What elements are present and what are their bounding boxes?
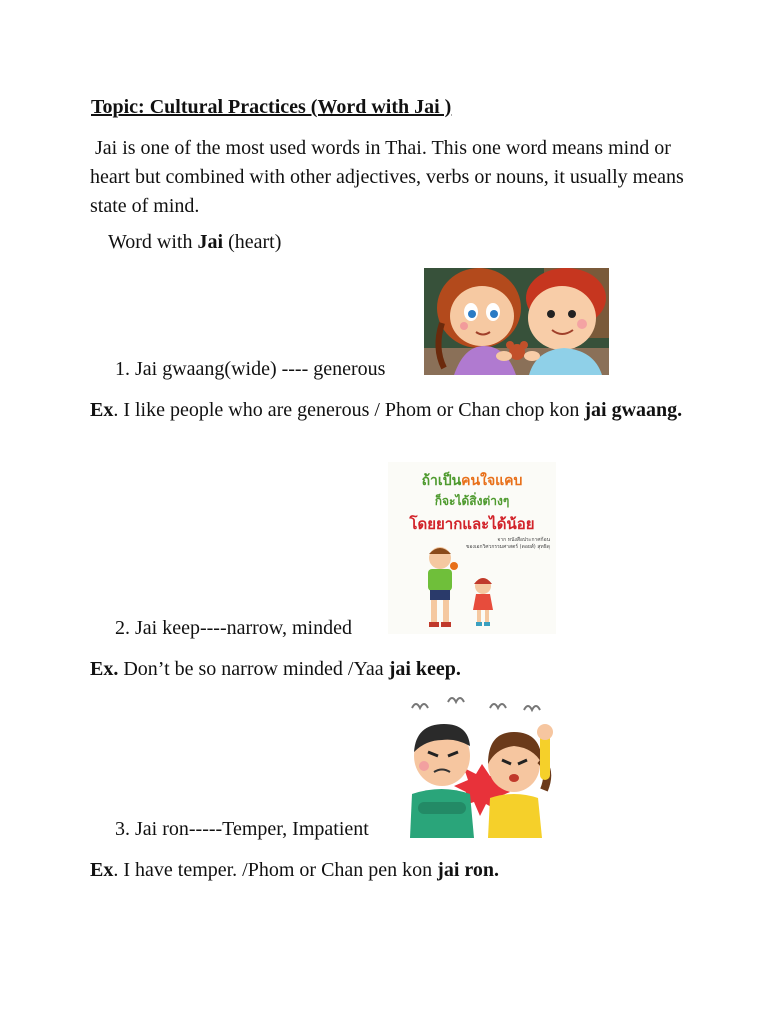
ex-3-lead: Ex	[90, 859, 114, 881]
angry-kids-graphic	[402, 694, 560, 838]
ex-1-lead: Ex	[90, 399, 114, 421]
ex-1-bold: jai gwaang.	[584, 399, 683, 421]
heading-suffix: (heart)	[223, 231, 282, 253]
heading-bold: Jai	[197, 231, 224, 253]
ex-2-text: Don’t be so narrow minded /Yaa	[118, 658, 389, 680]
ex-1-text: . I like people who are generous / Phom or Chan chop kon	[113, 399, 585, 421]
generous-kids-illustration	[424, 268, 609, 375]
poster-kids-graphic	[388, 462, 556, 634]
ex-3-text: . I have temper. /Phom or Chan pen kon	[113, 859, 438, 881]
poster-line-3: โดยยากและได้น้อย	[409, 515, 535, 533]
ex-3-bold: jai ron.	[437, 859, 500, 881]
ex-2-lead: Ex.	[90, 658, 119, 680]
poster-small-1: จาก หนังสือประกาศก้อน	[497, 537, 550, 543]
poster-line-2: ก็จะได้สิ่งต่างๆ	[434, 494, 510, 508]
item-1-example	[90, 396, 710, 425]
poster-line-1a: ถ้าเป็น	[421, 473, 462, 489]
item-3-example	[90, 856, 710, 885]
page-title: Topic: Cultural Practices (Word with Jai )	[91, 96, 452, 118]
item-3-label: 3. Jai ron-----Temper, Impatient	[115, 818, 369, 840]
narrow-minded-poster	[388, 462, 556, 634]
intro-text: Jai is one of the most used words in Thai. This one word means mind or heart but combined with other adjectives, verbs or nouns, it usually means state of mind.	[90, 137, 684, 217]
angry-kids-illustration	[402, 694, 560, 838]
poster-line-1b: คนใจแคบ	[461, 473, 523, 489]
heading-prefix: Word with	[108, 231, 198, 253]
ex-2-bold: jai keep.	[388, 658, 461, 680]
item-2-example	[90, 655, 710, 684]
poster-small-2: ของเอกวิศวกรรมศาสตร์ (ดอยส์) สุทธิดุ	[465, 544, 550, 550]
item-2-label: 2. Jai keep----narrow, minded	[115, 617, 352, 639]
section-heading	[108, 231, 281, 254]
intro-paragraph	[90, 134, 690, 221]
generous-kids-graphic	[424, 268, 609, 375]
item-1-label: 1. Jai gwaang(wide) ---- generous	[115, 358, 386, 380]
